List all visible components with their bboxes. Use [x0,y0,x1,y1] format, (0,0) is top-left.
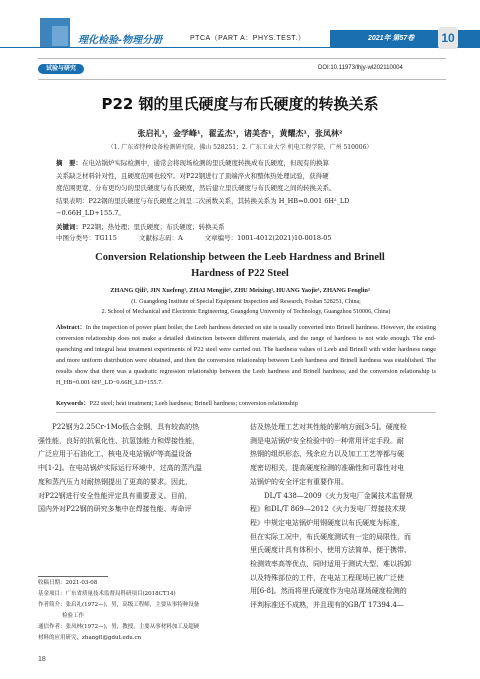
body-line: 评判标准还不成熟，并且现有的GB/T 17394.4— [250,601,404,610]
chinese-keywords: 关键词：P22钢；热处理；里氏硬度；布氏硬度；转换关系 [56,223,225,231]
body-line: 对P22钢进行安全性能评定具有重要意义。目前， [38,491,192,500]
issue-number-badge: 10 [438,27,458,49]
body-line: 热钢的组织形态、残余应力以及加工工艺等都与硬 [250,450,404,459]
abstract-rule [56,412,436,413]
body-line: 测是电站锅炉安全检验中的一种常用评定手段。耐 [250,436,404,445]
issue-info: 2021年 第57卷 [368,35,415,42]
journal-english-name: PTCA（PART A：PHYS.TEST.） [190,35,306,42]
english-abstract: Abstract：In the inspection of power plant boiler, the Leeb hardness detected on site is usually converted into Brinell hardness. However, the existing conversion relationship does not make a detailed distinction between different materials, and the range of hardness is not wide enough. The end-quenching and integral heat treatment experiments of P22 steel were carried out. The hardness values of Leeb and Brinell with wider hardness range and more uniform distribution were obtained, and then the conversion relationship between Leeb hardness and Brinell hardness was established. The results show that there was a quadratic regression relationship between the Leeb hardness and Brinell hardness, and the conversion relationship is H_HB=0.001 6H²_LD−0.66H_LD+155.7. [56,324,436,387]
body-line: 用[6-8]。然而将里氏硬度作为电站现场硬度检测的 [250,587,407,596]
english-authors: ZHANG Qili¹, JIN Xuefeng¹, ZHAI Mengjie¹, ZHU Meixing¹, HUANG Yaojie¹, ZHANG Fenglin² [110,287,370,294]
abstract-line: 关系缺乏材料针对性，且硬度范围也较窄。对P22钢进行了顶端淬火和整体热处理试验，获得硬 [56,171,329,180]
body-line: P22钢为2.25Cr-1Mo低合金钢，具有较高的热 [52,423,200,431]
header-rule [38,58,446,59]
classification-row [56,233,436,242]
footnote-corresponding-cont: 材料的应用研究，zhangfl@gdut.edu.cn [38,635,142,641]
body-line: 程》和DL/T 869—2012《火力发电厂焊接技术规 [250,505,406,514]
english-keywords: Keywords：P22 steel; heat treatment; Leeb hardness; Brinell hardness; conversion relationship [56,400,298,407]
body-line: 广泛应用于石油化工、核电及电站锅炉等高温设备 [38,450,192,459]
abstract-line: 度范围更宽、分布更均匀的里氏硬度与布氏硬度，然后建立里氏硬度与布氏硬度之间的转换关系。 [56,184,336,192]
section-tag: 试验与研究 [38,64,84,74]
body-line: 程》中规定电站锅炉用钢硬度以布氏硬度为标准， [250,518,404,527]
body-line: 以及特殊部位的工件，在电站工程现场已被广泛使 [250,573,404,582]
body-line: 估及热处理工艺对其性能的影响方面[3-5]。硬度检 [250,423,407,431]
body-line: 里氏硬度计具有体积小、使用方法简单、便于携带、 [250,546,411,555]
page-number: 18 [38,656,46,663]
chinese-authors: 张启礼¹，金学峰¹，翟孟杰¹，诸美杏¹，黄耀杰¹，张凤林² [137,129,343,138]
journal-name: 理化检验-物理分册 [78,35,163,46]
body-line: 度和蒸汽压力对耐热钢提出了更高的要求。因此， [38,477,192,486]
chinese-abstract [56,157,436,220]
footnote-author-cont: 检验工作 [62,613,85,619]
body-line: 强性能，良好的抗氧化性、抗氢蚀能力和焊接性能， [38,436,199,445]
article-number: 文章编号：1001-4012(2021)10-0018-05 [204,234,332,242]
doi-rule [38,79,446,80]
footnotes [38,578,228,644]
chinese-affiliation: （1. 广东省特种设备检测研究院，佛山 528251；2. 广东工业大学 机电工程学院，广州 510006） [107,144,373,151]
class-number: 中图分类号：TG115 [56,234,117,242]
doi: DOI:10.11973/lhjy-wl202110004 [318,65,403,71]
body-right-column [250,421,446,613]
abstract-line: 结果表明：P22钢的里氏硬度与布氏硬度之间呈二次函数关系，其转换关系为 H_HB=0.001 6H²_LD [56,196,350,205]
body-line: 检测效率高等优点，同时适用于测试大型、难以拆卸 [250,560,411,569]
body-line: 度密切相关，提高硬度检测的准确性和可靠性对电 [250,464,404,473]
english-title: Conversion Relationship between the Leeb Hardness and Brinell Hardness of P22 Steel [95,252,385,279]
body-line: 中[1-2]。在电站锅炉实际运行环境中，过高的蒸汽温 [38,464,202,473]
english-affiliation-1: (1. Guangdong Institute of Special Equipment Inspection and Research, Foshan 528251, China; [131,299,361,305]
footnote-funding: 基金项目：广东省质量技术监督局科研项目(2018CT14) [38,591,176,597]
abstract-line: −0.66H_LD+155.7。 [56,209,125,217]
body-left-column [38,421,234,517]
document-code: 文献标志码：A [138,234,183,242]
chinese-title: P22 钢的里氏硬度与布氏硬度的转换关系 [101,95,379,113]
body-line: 国内外对P22钢的研究多集中在焊接性能、寿命评 [38,505,192,514]
english-affiliation-2: 2. School of Mechanical and Electronic Engineering, Guangdong University of Technology, Guangzhou 510006, China) [101,309,391,315]
footnote-received: 收稿日期：2021-03-08 [38,580,98,586]
footnote-rule [38,576,108,577]
body-line: 但在实际工况中，布氏硬度测试有一定的局限性，而 [250,532,411,541]
body-line: 站锅炉的安全评定有重要作用。 [250,477,348,486]
footnote-author: 作者简介：张启礼(1972—)，男，高级工程师，主要从事特种设备 [38,602,200,608]
footnote-corresponding: 通信作者：张凤林(1972—)，男，教授，主要从事材料加工及超硬 [38,624,200,630]
body-line: DL/T 438—2009《火力发电厂金属技术监督规 [264,491,413,500]
journal-logo-accent-icon [52,26,68,46]
abstract-line: 摘 要：在电站锅炉实际检测中，通常会将现场检测的里氏硬度转换成布氏硬度，但现有的换算 [56,159,329,167]
